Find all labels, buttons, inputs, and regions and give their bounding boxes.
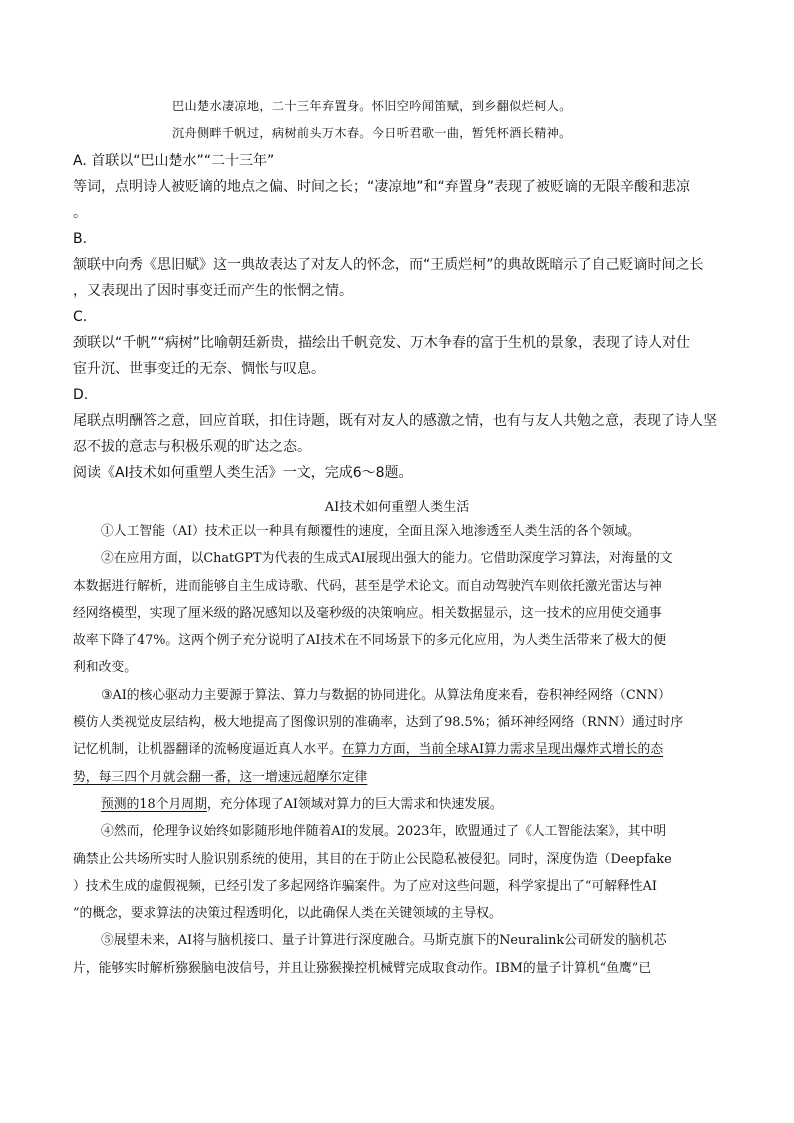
option-a-body-2: 。 — [73, 205, 87, 221]
paragraph-2-line-3: 经网络模型，实现了厘米级的路况感知以及毫秒级的决策响应。相关数据显示，这一技术的应用使交通事 — [73, 605, 662, 621]
paragraph-4-line-1: ④然而，伦理争议始终如影随形地伴随着AI的发展。2023年，欧盟通过了《人工智能法案》，其中明 — [101, 824, 667, 840]
paragraph-3-line-2: 模仿人类视觉皮层结构，极大地提高了图像识别的准确率，达到了98.5%；循环神经网络（RNN）通过时序 — [73, 715, 684, 731]
option-a-head: A. 首联以“巴山楚水”“二十三年” — [73, 153, 275, 169]
underlined-sentence-start: 在算力方面，当前全球AI算力需求呈现出爆炸式增长的态 — [341, 742, 664, 758]
paragraph-3-line-5 — [73, 791, 723, 818]
article-body — [73, 518, 723, 982]
poem-line-1: 巴山楚水凄凉地，二十三年弃置身。怀旧空吟闻笛赋，到乡翻似烂柯人。 — [172, 99, 572, 113]
paragraph-3-line-3-plain: 记忆机制，让机器翻译的流畅度逼近真人水平。 — [73, 742, 342, 758]
option-b-head: B. — [73, 231, 88, 247]
paragraph-3-line-3 — [73, 736, 723, 763]
option-b-body-2: ，又表现出了因时事变迁而产生的怅惘之情。 — [73, 283, 353, 299]
option-c-body-2: 宦升沉、世事变迁的无奈、惆怅与叹息。 — [73, 361, 325, 377]
paragraph-3-line-5-plain: ，充分体现了AI领域对算力的巨大需求和快速发展。 — [206, 796, 503, 812]
paragraph-2-line-1: ②在应用方面，以ChatGPT为代表的生成式AI展现出强大的能力。它借助深度学习算法，对海量的文 — [101, 551, 673, 567]
paragraph-2-line-5: 利和改变。 — [73, 660, 137, 676]
reading-instruction: 阅读《AI技术如何重塑人类生活》一文，完成6～8题。 — [73, 465, 413, 481]
underlined-sentence-end: 预测的18个月周期 — [101, 796, 207, 812]
option-d-body-1: 尾联点明酬答之意，回应首联，扣住诗题，既有对友人的感激之情，也有与友人共勉之意，表现了诗人坚 — [73, 413, 717, 429]
paragraph-3-line-1: ③AI的核心驱动力主要源于算法、算力与数据的协同进化。从算法角度来看，卷积神经网络（CNN） — [101, 687, 671, 703]
option-d-body-2: 忍不拔的意志与积极乐观的旷达之态。 — [73, 439, 311, 455]
option-b-body-1: 颔联中向秀《思旧赋》这一典故表达了对友人的怀念，而“王质烂柯”的典故既暗示了自己贬谪时间之长 — [73, 257, 704, 273]
option-d-head: D. — [73, 387, 89, 403]
option-c-body-1: 颈联以“千帆”“病树”比喻朝廷新贵，描绘出千帆竞发、万木争春的富于生机的景象，表现了诗人对仕 — [73, 335, 691, 351]
poem-line-2: 沉舟侧畔千帆过，病树前头万木春。今日听君歌一曲，暂凭杯酒长精神。 — [172, 126, 572, 140]
paragraph-4-line-2: 确禁止公共场所实时人脸识别系统的使用，其目的在于防止公民隐私被侵犯。同时，深度伪造（Deepfake — [73, 851, 672, 867]
option-a-body-1: 等词，点明诗人被贬谪的地点之偏、时间之长；“凄凉地”和“弃置身”表现了被贬谪的无限辛酸和悲凉 — [73, 179, 691, 195]
paragraph-2-line-4: 故率下降了47%。这两个例子充分说明了AI技术在不同场景下的多元化应用，为人类生活带来了极大的便 — [73, 633, 667, 649]
paragraph-4-line-3: ）技术生成的虚假视频，已经引发了多起网络诈骗案件。为了应对这些问题，科学家提出了“可解释性AI — [73, 878, 657, 894]
article-title: AI技术如何重塑人类生活 — [324, 500, 470, 515]
paragraph-5-line-1: ⑤展望未来，AI将与脑机接口、量子计算进行深度融合。马斯克旗下的Neuralink公司研发的脑机芯 — [101, 933, 667, 949]
option-c-head: C. — [73, 309, 88, 325]
underlined-sentence-middle: 势，每三四个月就会翻一番，这一增速远超摩尔定律 — [73, 769, 368, 785]
paragraph-2-line-2: 本数据进行解析，进而能够自主生成诗歌、代码，甚至是学术论文。而自动驾驶汽车则依托激光雷达与神 — [73, 578, 662, 594]
paragraph-4-line-4: ”的概念，要求算法的决策过程透明化，以此确保人类在关键领域的主导权。 — [73, 906, 502, 922]
paragraph-5-line-2: 片，能够实时解析猕猴脑电波信号，并且让猕猴操控机械臂完成取食动作。IBM的量子计算机“鱼鹰”已 — [73, 960, 652, 976]
options-block — [73, 148, 725, 486]
paragraph-1: ①人工智能（AI）技术正以一种具有颠覆性的速度，全面且深入地渗透至人类生活的各个领域。 — [101, 524, 640, 539]
